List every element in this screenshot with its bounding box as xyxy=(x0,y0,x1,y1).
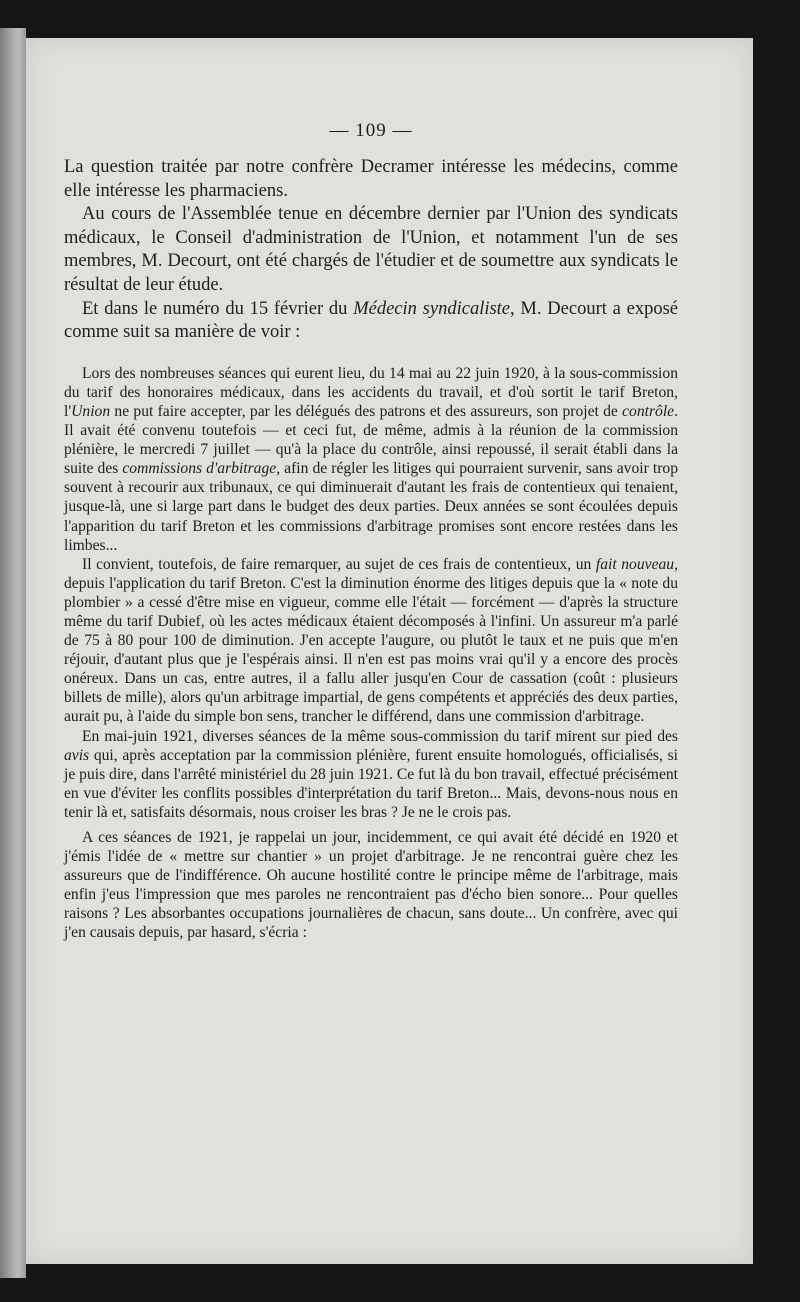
quoted-article xyxy=(64,364,678,943)
facing-page-edge xyxy=(0,28,26,1278)
paragraph-1: La question traitée par notre confrère Decramer intéresse les médecins, comme elle intéresse les pharmaciens. xyxy=(64,157,678,201)
quote-paragraph-4: A ces séances de 1921, je rappelai un jour, incidemment, ce qui avait été décidé en 1920 et j'émis l'idée de « mettre sur chantier » un projet d'arbitrage. Je ne rencontrai guère chez les assureurs que de l'indifférence. Oh aucune hostilité contre le principe même de l'arbitrage, mais enfin j'eus l'impression que mes paroles ne rencontraient pas d'écho bien sonore... Pour quelles raisons ? Les absorbantes occupations journalières de chacun, sans doute... Un confrère, avec qui j'en causais depuis, par hasard, s'écria : xyxy=(64,829,678,942)
quote-paragraph-2: Il convient, toutefois, de faire remarquer, au sujet de ces frais de contentieux, un fait nouveau, depuis l'application du tarif Breton. C'est la diminution énorme des litiges depuis que la « note du plombier » a cessé d'être mise en vigueur, comme elle l'était — forcément — d'après la structure même du tarif Dubief, où les actes médicaux étaient décomposés à l'infini. Un assureur m'a parlé de 75 à 80 pour 100 de diminution. J'en accepte l'augure, ou plutôt le taux et ne puis que m'en réjouir, d'autant plus que je l'espérais ainsi. Il n'en est pas moins vrai qu'il y a encore des procès onéreux. Dans un cas, entre autres, il a fallu aller jusqu'en Cour de cassation (coût : plusieurs billets de mille), alors qu'un arbitrage impartial, de gens compétents et appréciés des deux parties, aurait pu, à l'aide du simple bon sens, trancher le différend, dans une commission d'arbitrage. xyxy=(64,555,678,726)
quote-paragraph-1: Lors des nombreuses séances qui eurent lieu, du 14 mai au 22 juin 1920, à la sous-commission du tarif des honoraires médicaux, dans les accidents du travail, et d'où sortit le tarif Breton, l'Union ne put faire accepter, par les délégués des patrons et des assureurs, son projet de contrôle. Il avait été convenu toutefois — et ceci fut, de même, admis à la réunion de la commission plénière, le mercredi 7 juillet — qu'à la place du contrôle, ainsi repoussé, il serait établi dans la suite des commissions d'arbitrage, afin de régler les litiges qui pourraient survenir, sans avoir trop souvent à recourir aux tribunaux, ce qui diminuerait d'autant les frais de contentieux qui tenaient, jusque-là, une si large part dans le budget des deux parties. Deux années se sont écoulées depuis l'apparition du tarif Breton et les commissions d'arbitrage promises sont encore restées dans les limbes... xyxy=(64,364,678,554)
book-page xyxy=(26,38,753,1264)
page-number: — 109 — xyxy=(329,120,413,141)
quote-paragraph-3: En mai-juin 1921, diverses séances de la même sous-commission du tarif mirent sur pied des avis qui, après acceptation par la commission plénière, furent ensuite homologués, officialisés, si je puis dire, dans l'arrêté ministériel du 28 juin 1921. Ce fut là du bon travail, effectué précisément en vue d'éviter les conflits possibles d'interprétation du tarif Breton... Mais, devons-nous nous en tenir là et, satisfaits désormais, nous croiser les bras ? Je ne le crois pas. xyxy=(64,727,678,821)
journal-title: Médecin syndicaliste xyxy=(353,298,511,319)
page-content xyxy=(64,120,678,943)
paragraph-3: Et dans le numéro du 15 février du Médecin syndicaliste, M. Decourt a exposé comme suit sa manière de voir : xyxy=(64,298,678,343)
intro-text xyxy=(64,156,678,345)
paragraph-2: Au cours de l'Assemblée tenue en décembre dernier par l'Union des syndicats médicaux, le Conseil d'administration de l'Union, et notamment l'un de ses membres, M. Decourt, ont été chargés de l'étudier et de soumettre aux syndicats le résultat de leur étude. xyxy=(64,204,678,295)
